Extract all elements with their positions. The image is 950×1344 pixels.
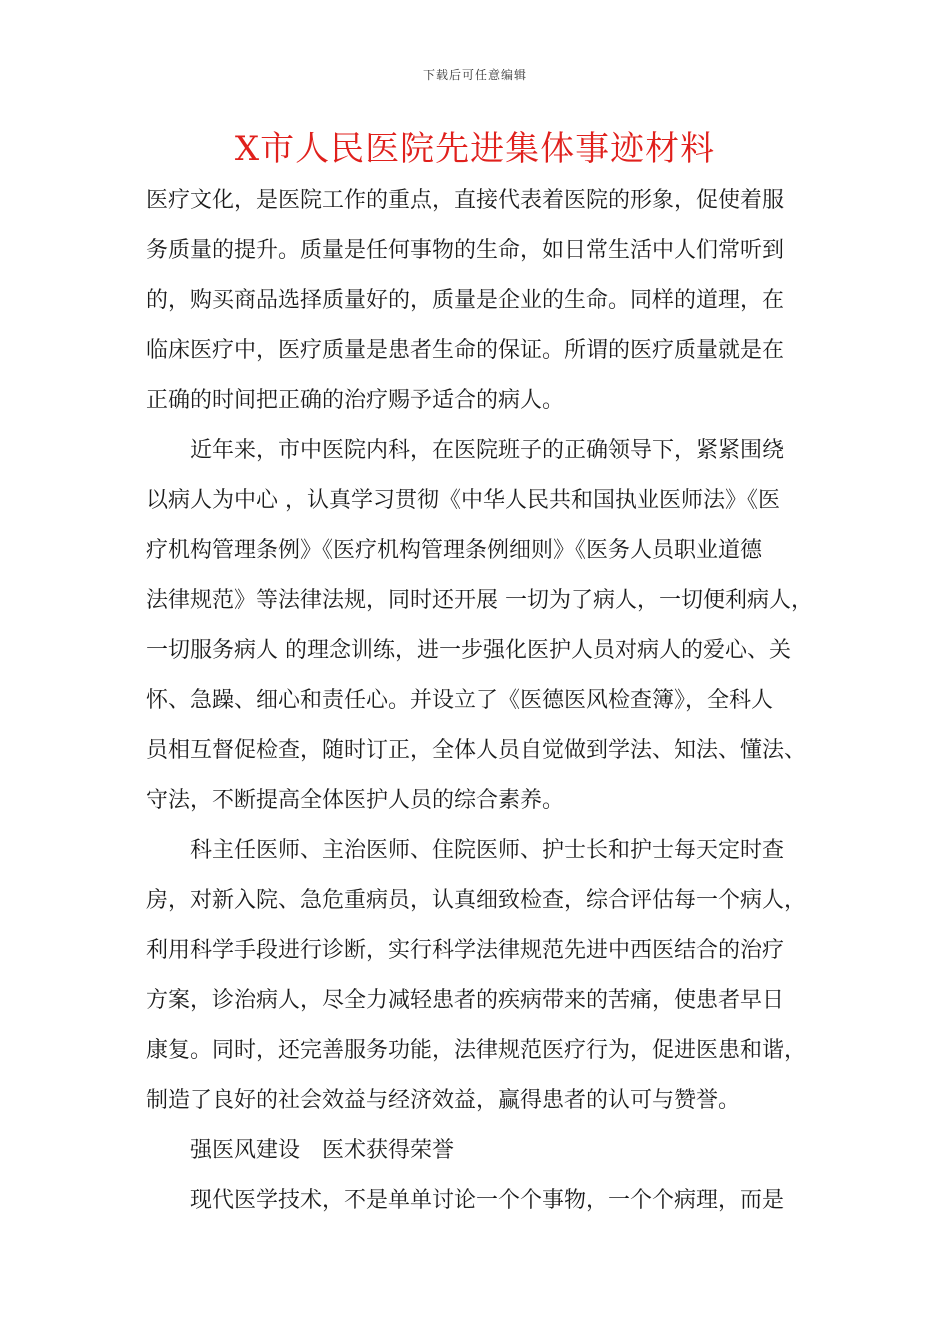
body-line: 务质量的提升。质量是任何事物的生命，如日常生活中人们常听到 [146, 238, 785, 263]
body-line: 以病人为中心 ，认真学习贯彻《中华人民共和国执业医师法》《医 [146, 488, 780, 513]
body-line: 制造了良好的社会效益与经济效益，赢得患者的认可与赞誉。 [146, 1088, 741, 1113]
document-body [146, 176, 822, 1226]
body-line: 法律规范》等法律法规，同时还开展 一切为了病人，一切便利病人， [146, 588, 813, 613]
body-line: 强医风建设 医术获得荣誉 [190, 1138, 455, 1163]
body-line: 守法，不断提高全体医护人员的综合素养。 [146, 788, 565, 813]
body-line: 利用科学手段进行诊断，实行科学法律规范先进中西医结合的治疗 [146, 938, 785, 963]
body-line: 临床医疗中，医疗质量是患者生命的保证。所谓的医疗质量就是在 [146, 338, 785, 363]
body-line: 房，对新入院、急危重病员，认真细致检查，综合评估每一个病人， [146, 888, 807, 913]
document-title: X市人民医院先进集体事迹材料 [234, 129, 716, 169]
body-line: 现代医学技术，不是单单讨论一个个事物，一个个病理，而是 [190, 1188, 785, 1213]
body-line: 怀、急躁、细心和责任心。并设立了《医德医风检查簿》，全科人 [146, 688, 774, 713]
body-line: 疗机构管理条例》《医疗机构管理条例细则》《医务人员职业道德 [146, 538, 763, 563]
body-line: 正确的时间把正确的治疗赐予适合的病人。 [146, 388, 565, 413]
header-note: 下载后可任意编辑 [422, 68, 527, 82]
body-line: 近年来，市中医院内科，在医院班子的正确领导下，紧紧围绕 [190, 438, 785, 463]
body-line: 科主任医师、主治医师、住院医师、护士长和护士每天定时查 [190, 838, 785, 863]
body-line: 方案，诊治病人，尽全力减轻患者的疾病带来的苦痛，使患者早日 [146, 988, 785, 1013]
body-line: 的，购买商品选择质量好的，质量是企业的生命。同样的道理，在 [146, 288, 785, 313]
body-line: 员相互督促检查，随时订正，全体人员自觉做到学法、知法、懂法、 [146, 738, 807, 763]
body-line: 医疗文化，是医院工作的重点，直接代表着医院的形象，促使着服 [146, 188, 785, 213]
body-line: 一切服务病人 的理念训练，进一步强化医护人员对病人的爱心、关 [146, 638, 791, 663]
body-line: 康复。同时，还完善服务功能，法律规范医疗行为，促进医患和谐， [146, 1038, 807, 1063]
